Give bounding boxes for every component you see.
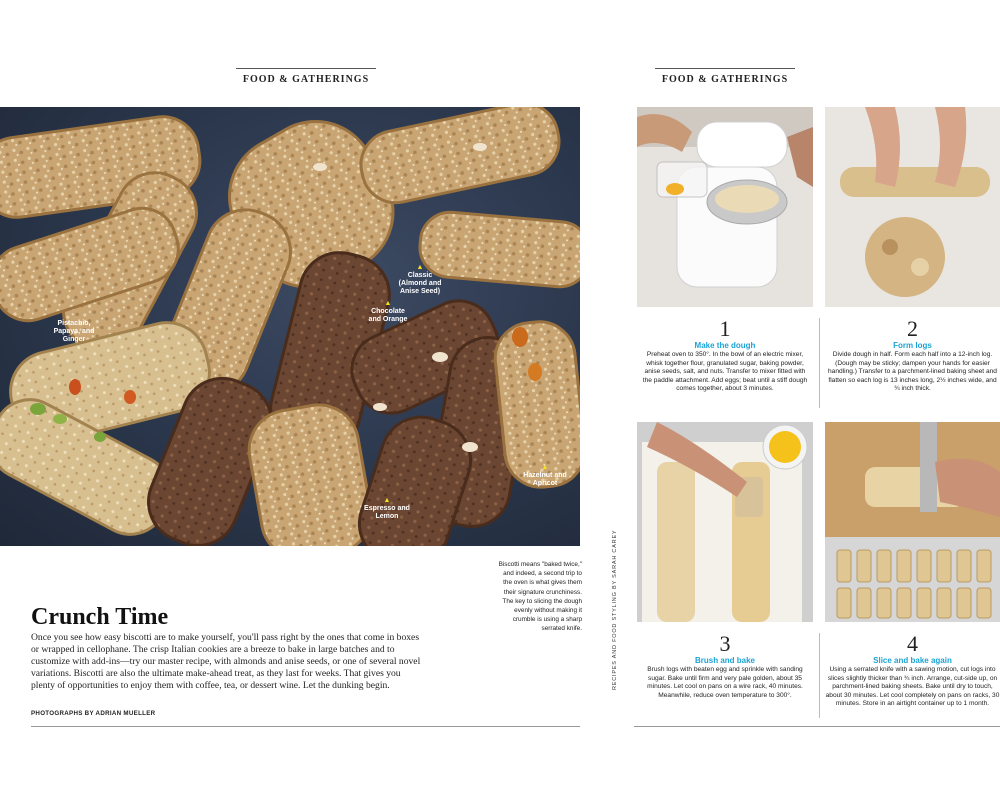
step-description: Preheat oven to 350°. In the bowl of an electric mixer, whisk together flour, granulated sugar, baking powder, anise seeds, salt, and nuts. Transfer to mixer fitted with the paddle attachment. Add eggs; beat until a stiff dough comes together, about 3 minutes.: [642, 351, 808, 393]
step-number: 2: [907, 316, 918, 341]
step-description: Brush logs with beaten egg and sprinkle with sanding sugar. Bake until firm and very pale golden, about 35 minutes. Let cool on pans on a wire rack, 40 minutes. Meanwhile, reduce oven temperature to 300°.: [647, 666, 803, 699]
step-3: [640, 633, 810, 700]
step-title: Make the dough: [694, 341, 756, 350]
step-divider: [819, 633, 820, 718]
step-title: Slice and bake again: [873, 656, 952, 665]
triangle-marker-icon: ▲: [416, 264, 424, 271]
step-number: 4: [907, 631, 918, 656]
step-description: Divide dough in half. Form each half into a 12-inch log. (Dough may be sticky; dampen your hands for easier handling.) Transfer to a parchment-lined baking sheet and flatten so each log is 13 inches long, 2½ inches wide, and ¾ inch thick.: [828, 351, 997, 393]
section-header-right: FOOD & GATHERINGS: [655, 68, 795, 85]
divider-left: [31, 726, 580, 727]
section-header-left: FOOD & GATHERINGS: [236, 68, 376, 85]
step-title: Brush and bake: [694, 656, 755, 665]
callout-hazelnut: ▲ Hazelnut and Apricot: [523, 464, 567, 487]
triangle-marker-icon: ▲: [384, 300, 392, 307]
step-3-photo: [637, 422, 813, 622]
callout-espresso: ▲ Espresso and Lemon: [364, 497, 410, 520]
triangle-marker-icon: ▲: [383, 497, 391, 504]
article-body: Once you see how easy biscotti are to make yourself, you'll pass right by the ones that come in boxes or wrapped in cellophane. The crisp Italian cookies are a breeze to bake in large batches and to customize with add-ins—try our master recipe, with almonds and anise seeds, or one of several novel variations. Biscotti are also the ultimate make-ahead treat, as they last for weeks. That gives you plenty of opportunities to enjoy them with coffee, tea, or dessert wine. Let the dunking begin.: [31, 632, 421, 691]
callout-pistachio: Pistachio, Papaya, and Ginger: [53, 320, 95, 343]
biscotti-hero-photo: [0, 107, 580, 546]
divider-right: [634, 726, 1000, 727]
step-1: [640, 318, 810, 394]
triangle-marker-icon: ▲: [541, 464, 549, 471]
callout-classic: ▲ Classic (Almond and Anise Seed): [398, 264, 442, 295]
step-description: Using a serrated knife with a sawing motion, cut logs into slices slightly thicker than ¾ inch. Arrange, cut-side up, on parchment-lined baking sheets. Bake until dry to touch, about 30 minutes. Let cool completely on pans on racks, 30 minutes. Store in an airtight container up to 1 month.: [825, 666, 1000, 708]
article-headline: Crunch Time: [31, 604, 169, 630]
callout-chocolate: ▲ Chocolate and Orange: [364, 300, 412, 324]
styling-credit: RECIPES AND FOOD STYLING BY SARAH CAREY: [612, 529, 618, 690]
step-1-photo: [637, 107, 813, 307]
step-number: 3: [719, 631, 731, 656]
step-title: Form logs: [893, 341, 932, 350]
step-4: [825, 633, 1000, 709]
sidebar-note: Biscotti means "baked twice," and indeed, a second trip to the oven is what gives them their signature crunchiness. The key to slicing the dough evenly without making it crumble is using a sharp serrated knife.: [498, 561, 582, 633]
step-number: 1: [719, 316, 731, 341]
step-4-photo: [825, 422, 1000, 622]
photo-credit: PHOTOGRAPHS BY ADRIAN MUELLER: [31, 710, 156, 717]
step-divider: [819, 318, 820, 408]
step-2: [825, 318, 1000, 394]
step-2-photo: [825, 107, 1000, 307]
